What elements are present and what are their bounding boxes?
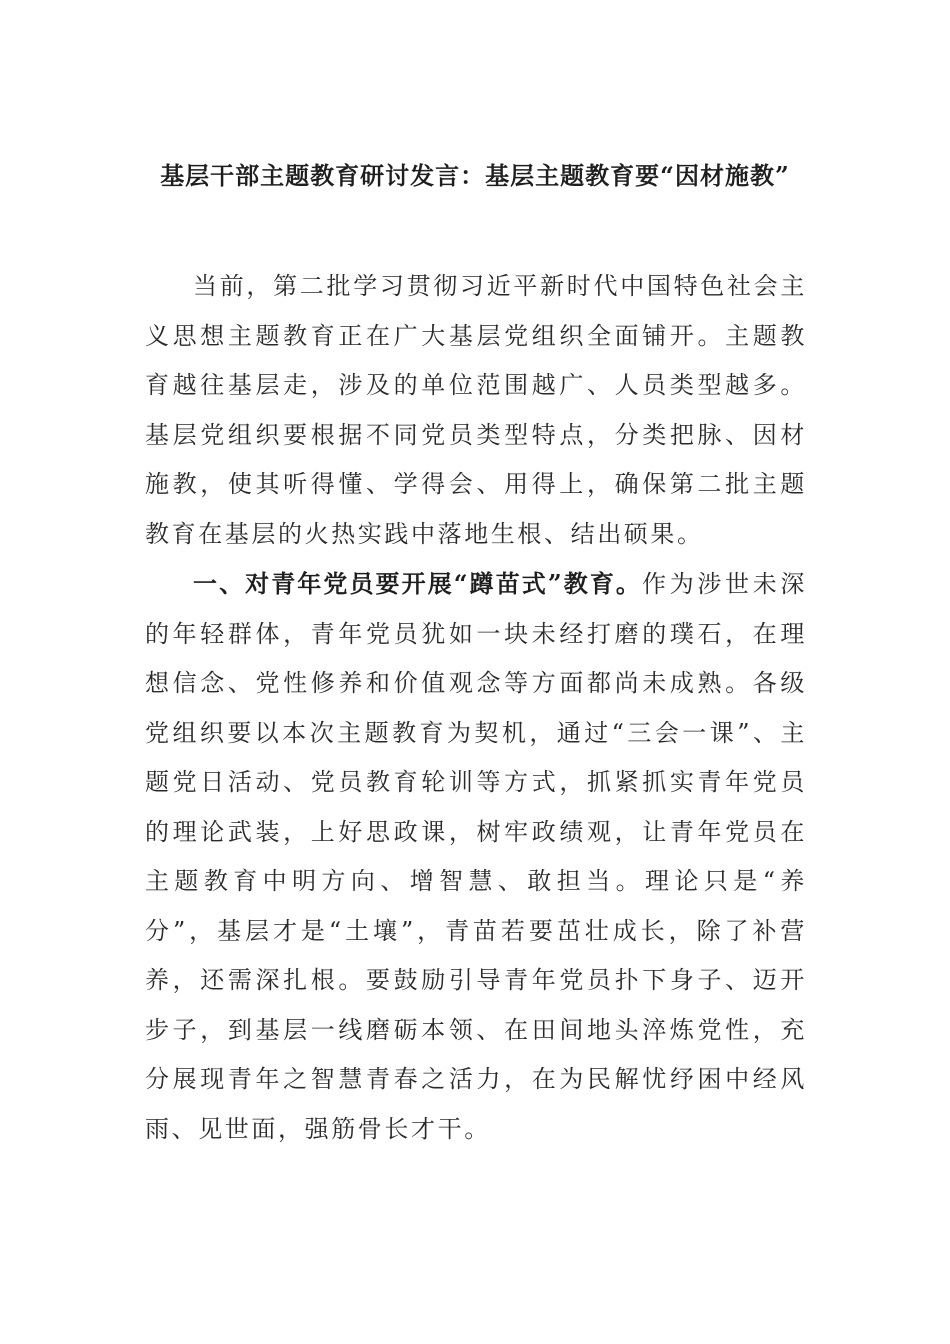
section-one-paragraph <box>145 559 807 1154</box>
intro-paragraph <box>145 262 807 559</box>
section-one-text: 作为涉世未深的年轻群体，青年党员犹如一块未经打磨的璞石，在理想信念、党性修养和价值观念等方面都尚未成熟。各级党组织要以本次主题教育为契机，通过“三会一课”、主题党日活动、党员教育轮训等方式，抓紧抓实青年党员的理论武装，上好思政课，树牢政绩观，让青年党员在主题教育中明方向、增智慧、敢担当。理论只是“养分”，基层才是“土壤”，青苗若要茁壮成长，除了补营养，还需深扎根。要鼓励引导青年党员扑下身子、迈开步子，到基层一线磨砺本领、在田间地头淬炼党性，充分展现青年之智慧青春之活力，在为民解忧纾困中经风雨、见世面，强筋骨长才干。 <box>145 570 808 1143</box>
section-one-heading: 一、对青年党员要开展“蹲苗式”教育。 <box>193 569 643 598</box>
intro-paragraph-text: 当前，第二批学习贯彻习近平新时代中国特色社会主义思想主题教育正在广大基层党组织全面铺开。主题教育越往基层走，涉及的单位范围越广、人员类型越多。基层党组织要根据不同党员类型特点，分类把脉、因材施教，使其听得懂、学得会、用得上，确保第二批主题教育在基层的火热实践中落地生根、结出硕果。 <box>145 272 807 548</box>
document-title: 基层干部主题教育研讨发言：基层主题教育要“因材施教” <box>160 161 790 190</box>
document-body <box>145 262 807 1154</box>
